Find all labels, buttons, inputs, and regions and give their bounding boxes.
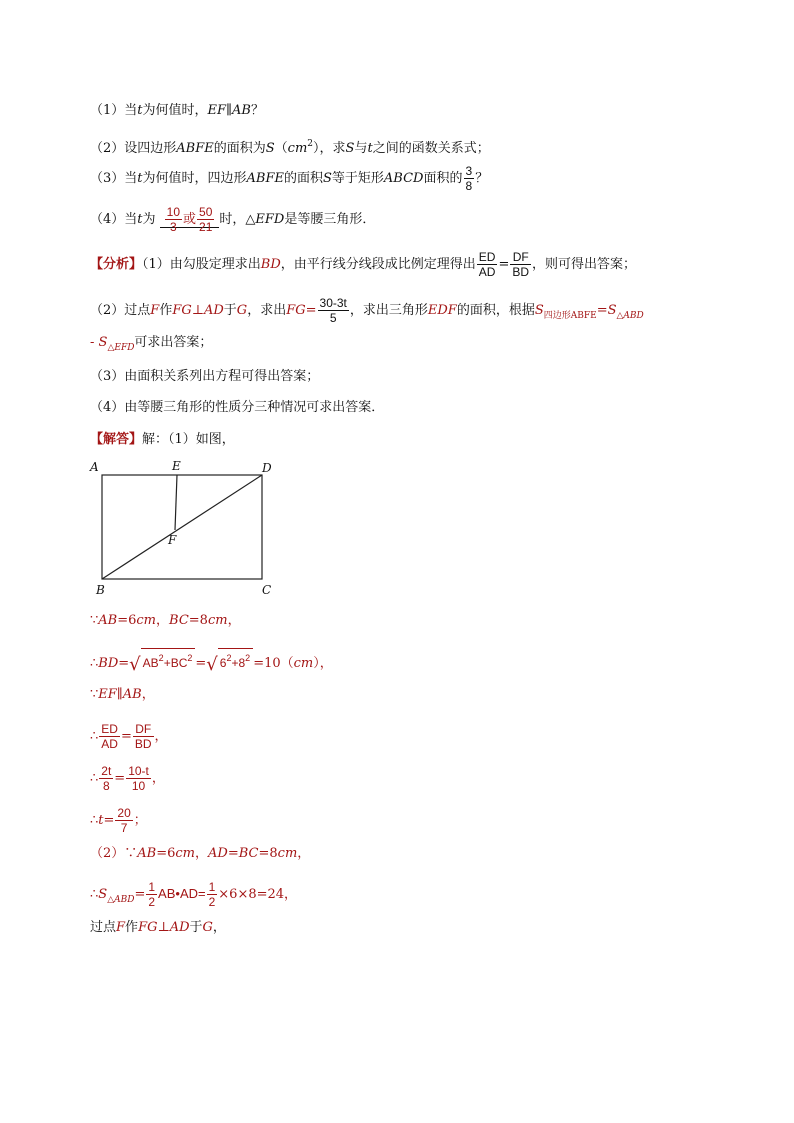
label-a: A [90, 460, 99, 474]
analysis-line-2: （2）过点F作FG⊥AD于G，求出FG= $\frac{30-3t}{5}$ ，求出三角形EDF的面积，根据$S_{四边形ABFE}=S_{\triangle ABD}$ [90, 296, 644, 325]
question-4: （4）当t为 $\frac{10}{3}$ 或 $\frac{50}{21}$ 时，△EFD是等腰三角形． [90, 205, 376, 234]
step-5: ∴ $\frac{2t}{8}$ = $\frac{10-t}{10}$ ， [90, 764, 165, 793]
step-1: ∵AB=6cm，BC=8cm， [90, 613, 241, 628]
step-3: ∵EF∥AB， [90, 687, 155, 702]
step-6: ∴t= $\frac{20}{7}$ ； [90, 806, 147, 835]
question-1: （1）当t为何值时，EF∥AB？ [90, 103, 265, 118]
label-b: B [96, 583, 105, 597]
step-2: ∴BD=√ $AB^2+BC^2$ =√ $6^2+8^2 =10(cm)$， [90, 648, 333, 674]
step-4: ∴ $\frac{ED}{AD}$ = $\frac{DF}{BD}$ ， [90, 722, 168, 751]
step-9: 过点F作FG⊥AD于G， [90, 920, 226, 935]
fraction-3-8: $\frac{3}{8}$ [465, 164, 473, 193]
diagonal-bd [102, 475, 262, 579]
analysis-line-5: （4）由等腰三角形的性质分三种情况可求出答案． [90, 400, 385, 415]
analysis-line-3: - $S_{\triangle EFD}$可求出答案； [90, 335, 213, 353]
question-2: （2）设四边形ABFE的面积为$S(cm^2)$，求S与t之间的函数关系式； [90, 139, 490, 156]
label-f: F [168, 533, 177, 547]
label-e: E [172, 459, 181, 473]
sqrt-ab-bc: $AB^2+BC^2$ [141, 648, 196, 672]
analysis-line-4: （3）由面积关系列出方程可得出答案； [90, 369, 320, 384]
question-3: （3）当t为何值时，四边形ABFE的面积S等于矩形ABCD面积的 $\frac{3}{8}$ ？ [90, 164, 489, 193]
step-7: （2）∵AB=6cm，AD=BC=8cm， [90, 846, 311, 861]
sqrt-6-8: $6^2+8^2$ [218, 648, 253, 672]
label-c: C [262, 583, 272, 597]
label-d: D [262, 461, 272, 475]
solution-heading: 【解答】解：（1）如图， [90, 432, 235, 447]
analysis-line-1: 【分析】（1）由勾股定理求出BD，由平行线分线段成比例定理得出 $\frac{ED}{AD}$ = $\frac{DF}{BD}$ ，则可得出答案； [90, 250, 637, 279]
step-8: $\therefore S_{\triangle ABD}=$ $\frac{1}{2}$ AB•AD= $\frac{1}{2}$ ×6×8=24， [90, 880, 298, 909]
rectangle-figure [86, 456, 286, 600]
answer-blank: $\frac{10}{3}$ 或 $\frac{50}{21}$ [160, 212, 220, 228]
segment-ef [175, 475, 177, 530]
